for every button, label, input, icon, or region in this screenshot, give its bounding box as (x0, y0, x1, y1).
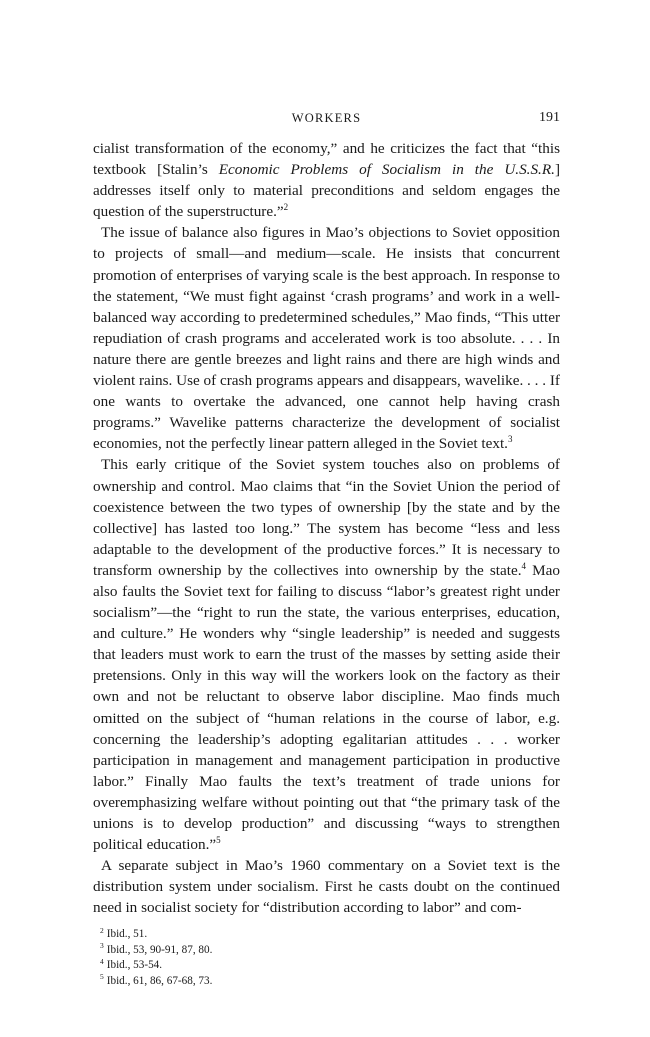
paragraph (93, 855, 560, 918)
book-title: Economic Problems of Socialism in the U.S.S.R. (218, 161, 555, 179)
footnote-text: Ibid., 53, 90-91, 87, 80. (106, 943, 213, 956)
text-run: The issue of balance also figures in Mao’s objections to Soviet opposition to projects of small—and medium—scale. He insists that concurrent promotion of enterprises of varying scale is the best approach. In response to the statement, “We must fight against ‘crash programs’ and work in a well-balanced way according to predetermined schedules,” Mao finds, “This utter repudiation of crash programs and accelerated work is too absolute. . . . In nature there are gentle breezes and light rains and there are high winds and violent rains. Use of crash programs appears and disappears, wavelike. . . . If one wants to overtake the advanced, one cannot help having crash programs.” Wavelike patterns characterize the development of socialist economies, not the perfectly linear pattern alleged in the Soviet text. (93, 224, 560, 453)
footnote-ref: 4 (521, 560, 527, 571)
footnote-text: Ibid., 53-54. (106, 959, 163, 972)
footnote-text: Ibid., 51. (106, 928, 148, 941)
running-head (93, 109, 560, 131)
paragraph (93, 138, 560, 222)
footnotes (93, 927, 560, 989)
footnote-ref: 3 (507, 434, 513, 445)
paragraph (93, 222, 560, 454)
footnote-text: Ibid., 61, 86, 67-68, 73. (106, 974, 213, 987)
footnote-number: 3 (100, 941, 104, 951)
chapter-title: WORKERS (291, 111, 362, 125)
text-run: A separate subject in Mao’s 1960 commentary on a Soviet text is the distribution system under socialism. First he casts doubt on the continued need in socialist society for “distribution according to labor” and com- (93, 857, 560, 917)
paragraph (93, 454, 560, 855)
footnote-ref: 2 (283, 202, 289, 213)
footnote (93, 958, 560, 973)
footnote-number: 4 (100, 956, 104, 966)
footnote-number: 2 (100, 925, 104, 935)
body-text (93, 138, 560, 918)
book-page (93, 109, 560, 989)
page-number: 191 (539, 110, 560, 125)
text-run: cialist transformation of the economy,” and he criticizes the fact that “this textbook [Stalin’s (93, 140, 560, 179)
footnote (93, 971, 560, 989)
footnote (93, 943, 560, 958)
footnote-ref: 5 (216, 835, 221, 846)
text-run: Mao also faults the Soviet text for failing to discuss “labor’s greatest right under socialism”—the “right to run the state, the various enterprises, education, and culture.” He wonders why “single leadership” is needed and suggests that leaders must work to earn the trust of the masses by setting aside their pretensions. Only in this way will the workers look on the factory as their own and not be reluctant to observe labor discipline. Mao finds much omitted on the subject of “human relations in the course of labor, e.g. concerning the leadership’s adopting egalitarian attitudes . . . worker participation in management and management participation in productive labor.” Finally Mao faults the text’s treatment of trade unions for overemphasizing welfare without pointing out that “the primary task of the unions is to develop production” and discussing “ways to strengthen political education.” (93, 561, 561, 854)
text-run: ] addresses itself only to material preconditions and seldom engages the question of the superstructure.” (93, 161, 560, 221)
text-run: This early critique of the Soviet system touches also on problems of ownership and control. Mao claims that “in the Soviet Union the period of coexistence between the two types of ownership [by the state and by the collective] has lasted too long.” The system has become “less and less adaptable to the development of the productive forces.” It is necessary to transform ownership by the collectives into ownership by the state. (93, 456, 560, 579)
footnote (93, 927, 560, 942)
footnote-number: 5 (100, 971, 104, 981)
